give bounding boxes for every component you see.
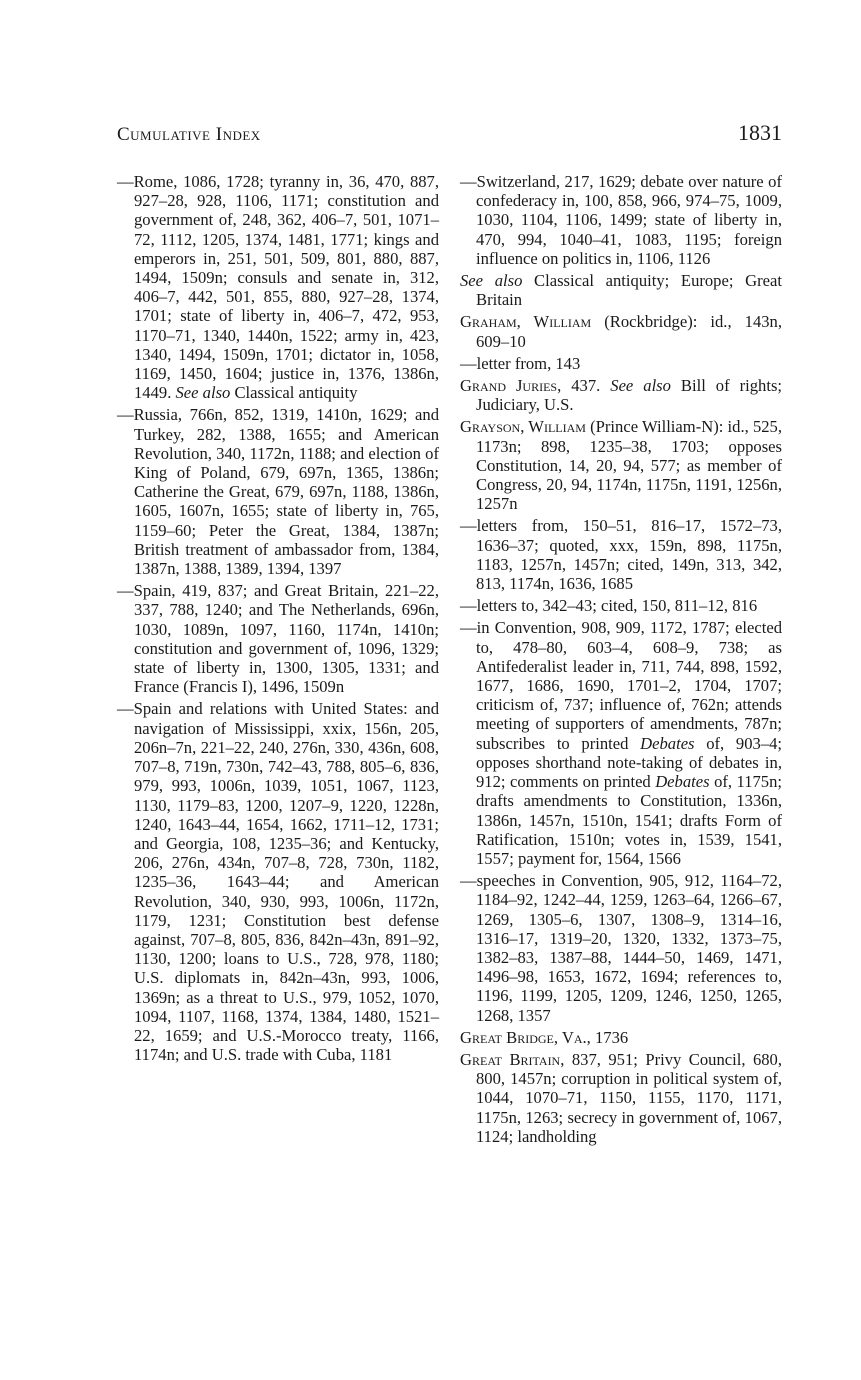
entry-text: —Rome, 1086, 1728; tyranny in, 36, 470, 887, 927–28, 928, 1106, 1171; constitution and government of, 248, 362, 406–7, 501, 1071–72, 1112, 1205, 1374, 1481, 1771; kings and emperors in, 251, 501, 509, 801, 880, 887, 1494, 1509n; consuls and senate in, 312, 406–7, 442, 501, 855, 880, 927–28, 1374, 1701; state of liberty in, 406–7, 472, 953, 1170–71, 1340, 1440n, 1522; army in, 423, 1340, 1494, 1509n, 1701; dictator in, 1058, 1169, 1450, 1604; justice in, 1376, 1386n, 1449. (117, 172, 439, 403)
entry-text: —letters from, 150–51, 816–17, 1572–73, 1636–37; quoted, xxx, 159n, 898, 1175n, 1183, 1257n, 1457n; cited, 149n, 313, 342, 813, 1174n, 1636, 1685 (460, 516, 782, 594)
see-also-text: Bill of rights; Judiciary, U.S. (476, 376, 783, 415)
index-entry-grand-juries (460, 376, 782, 414)
entry-text: —in Convention, 908, 909, 1172, 1787; elected to, 478–80, 603–4, 608–9, 738; as Antifederalist leader in, 711, 744, 898, 1592, 1677, 1686, 1690, 1701–2, 1704, 1707; criticism of, 737; influence of, 762n; attends meeting of supporters of amendments, 787n; subscribes to printed (460, 618, 782, 753)
running-head-title: Cumulative Index (117, 124, 261, 145)
index-entry-switzerland (460, 172, 782, 268)
index-entry-great-britain (460, 1050, 782, 1146)
entry-text: —speeches in Convention, 905, 912, 1164–72, 1184–92, 1242–44, 1259, 1263–64, 1266–67, 1269, 1305–6, 1307, 1308–9, 1314–16, 1316–17, 1319–20, 1320, 1332, 1373–75, 1382–83, 1387–88, 1444–50, 1469, 1471, 1496–98, 1653, 1672, 1694; references to, 1196, 1199, 1205, 1209, 1246, 1250, 1265, 1268, 1357 (460, 871, 782, 1025)
page-number: 1831 (738, 120, 782, 145)
index-entry-rome (117, 172, 439, 402)
index-entry-spain-us-relations (117, 699, 439, 1064)
index-entry-russia (117, 405, 439, 578)
see-also-label: See also (460, 271, 523, 291)
index-entry-see-also (460, 271, 782, 309)
index-entry-graham (460, 312, 782, 350)
entry-text: (Rockbridge): id., 143n, 609–10 (476, 312, 782, 351)
entry-text: of, 903–4; opposes shorthand note-taking of debates in, 912; comments on printed (476, 733, 782, 792)
index-entry-spain (117, 581, 439, 696)
entry-text: of, 1175n; drafts amendments to Constitution, 1336n, 1386n, 1457n, 1510n, 1541; drafts Form of Ratification, 1510n; votes in, 1539, 1541, 1557; payment for, 1564, 1566 (476, 772, 782, 868)
see-also-label: See also (610, 376, 671, 396)
index-subentry-graham-letter (460, 354, 782, 373)
running-head (117, 120, 782, 154)
headword: Graham, William (460, 312, 592, 332)
entry-text: —Switzerland, 217, 1629; debate over nature of confederacy in, 100, 858, 966, 974–75, 1009, 1030, 1104, 1106, 1499; state of liberty in, 470, 994, 1040–41, 1083, 1195; foreign influence on politics in, 1106, 1126 (460, 172, 782, 268)
debates-title: Debates (655, 772, 710, 792)
entry-text: , 837, 951; Privy Council, 680, 800, 1457n; corruption in political system of, 1044, 1070–71, 1150, 1155, 1170, 1171, 1175n, 1263; secrecy in government of, 1067, 1124; landholding (476, 1049, 782, 1146)
index-subentry-grayson-convention (460, 618, 782, 868)
index-subentry-grayson-speeches (460, 871, 782, 1025)
index-subentry-grayson-letters-from (460, 516, 782, 593)
index-column-left (117, 172, 439, 1067)
headword: Great Bridge, Va. (460, 1027, 587, 1047)
see-also-text: Classical antiquity (230, 383, 358, 403)
entry-text: —letters to, 342–43; cited, 150, 811–12, 816 (460, 596, 758, 616)
entry-text: , 437. (557, 376, 611, 396)
debates-title: Debates (640, 733, 695, 753)
headword: Grayson, William (460, 417, 586, 437)
entry-text: —Spain, 419, 837; and Great Britain, 221–22, 337, 788, 1240; and The Netherlands, 696n, 1030, 1089n, 1097, 1160, 1174n, 1410n; constitution and government of, 1096, 1329; state of liberty in, 1300, 1305, 1331; and France (Francis I), 1496, 1509n (117, 581, 439, 697)
entry-text: —Spain and relations with United States: and navigation of Mississippi, xxix, 156n, 205, 206n–7n, 221–22, 240, 276n, 330, 436n, 608, 707–8, 719n, 730n, 742–43, 788, 805–6, 836, 979, 993, 1006n, 1039, 1051, 1067, 1123, 1130, 1179–83, 1200, 1207–9, 1220, 1228n, 1240, 1643–44, 1654, 1662, 1711–12, 1731; and Georgia, 108, 1235–36; and Kentucky, 206, 276n, 434n, 707–8, 728, 730n, 1182, 1235–36, 1643–44; and American Revolution, 340, 930, 993, 1006n, 1172n, 1179, 1231; Constitution best defense against, 707–8, 805, 836, 842n–43n, 891–92, 1130, 1200; loans to U.S., 728, 978, 1180; U.S. diplomats in, 842n–43n, 993, 1006, 1369n; as a threat to U.S., 979, 1052, 1070, 1094, 1107, 1168, 1374, 1384, 1480, 1521–22, 1659; and U.S.-Morocco treaty, 1166, 1174n; and U.S. trade with Cuba, 1181 (117, 699, 439, 1065)
index-column-right (460, 172, 782, 1149)
index-subentry-grayson-letters-to (460, 596, 782, 615)
entry-text: —letter from, 143 (460, 353, 581, 373)
headword: Great Britain (460, 1049, 561, 1069)
entry-text: (Prince William-N): id., 525, 1173n; 898, 1235–38, 1703; opposes Constitution, 14, 20, 94, 577; as member of Congress, 20, 94, 1174n, 1175n, 1191, 1256n, 1257n (476, 417, 782, 514)
entry-text: —Russia, 766n, 852, 1319, 1410n, 1629; and Turkey, 282, 1388, 1655; and American Revolution, 340, 1172n, 1188; and election of King of Poland, 679, 697n, 1365, 1386n; Catherine the Great, 679, 697n, 1188, 1386n, 1605, 1607n, 1655; state of liberty in, 765, 1159–60; Peter the Great, 1384, 1387n; British treatment of ambassador from, 1384, 1387n, 1388, 1389, 1394, 1397 (117, 405, 439, 579)
headword: Grand Juries (460, 376, 558, 396)
see-also-label: See also (175, 383, 231, 403)
see-also-text: Classical antiquity; Europe; Great Britain (476, 271, 782, 310)
index-entry-grayson (460, 417, 782, 513)
entry-text: , 1736 (586, 1027, 629, 1047)
index-entry-great-bridge (460, 1028, 782, 1047)
